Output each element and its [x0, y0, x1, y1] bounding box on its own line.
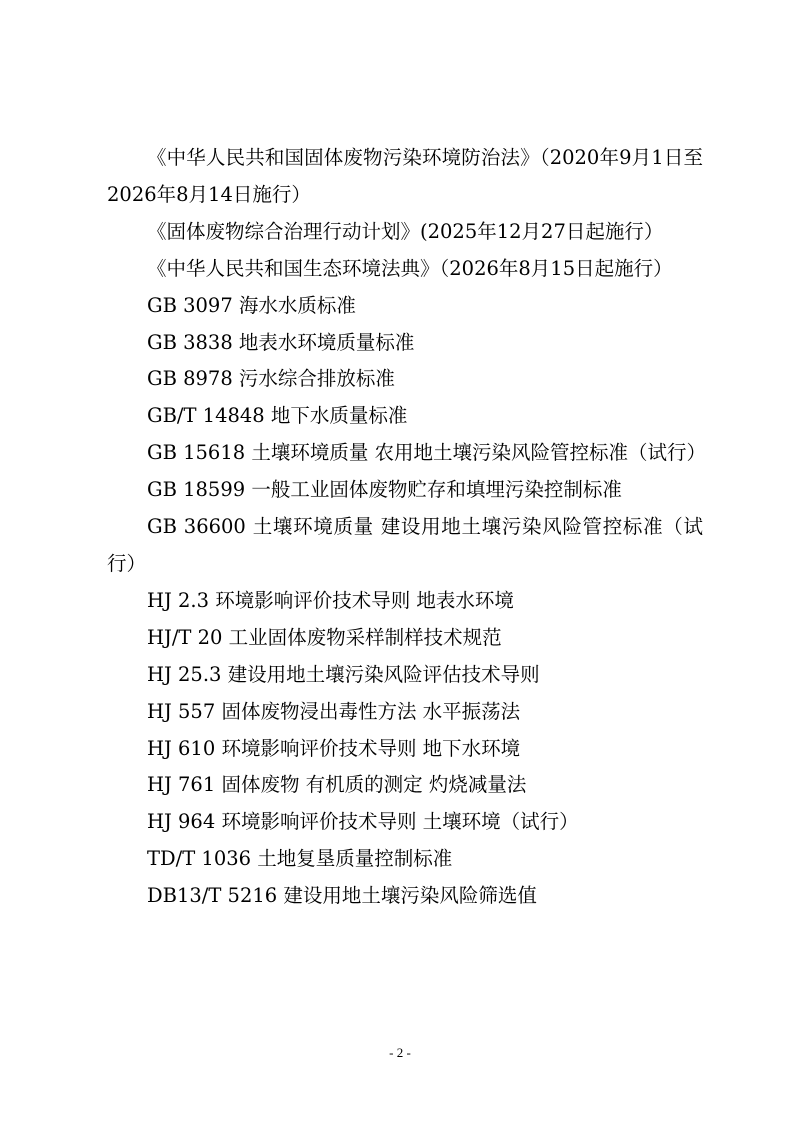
standard-hj-557: HJ 557 固体废物浸出毒性方法 水平振荡法	[147, 699, 521, 723]
standard-gb-18599: GB 18599 一般工业固体废物贮存和填埋污染控制标准	[147, 478, 622, 502]
standard-hj-761: HJ 761 固体废物 有机质的测定 灼烧减量法	[147, 773, 527, 797]
standard-gb-15618: GB 15618 土壤环境质量 农用地土壤污染风险管控标准（试行）	[147, 441, 707, 465]
page-number: - 2 -	[389, 1045, 411, 1060]
standard-hj-610: HJ 610 环境影响评价技术导则 地下水环境	[147, 736, 521, 760]
code-ecological-environment: 《中华人民共和国生态环境法典》（2026年8月15日起施行）	[147, 256, 673, 280]
standard-gbt-14848: GB/T 14848 地下水质量标准	[147, 404, 408, 428]
document-body	[107, 140, 707, 915]
standard-gb-3838: GB 3838 地表水环境质量标准	[147, 330, 415, 354]
standard-hj-25-3: HJ 25.3 建设用地土壤污染风险评估技术导则	[147, 662, 540, 686]
law-solid-waste-prevention: 《中华人民共和国固体废物污染环境防治法》（2020年9月1日至2026年8月14日施行）	[107, 146, 703, 206]
standard-hj-2-3: HJ 2.3 环境影响评价技术导则 地表水环境	[147, 588, 514, 612]
plan-solid-waste-governance: 《固体废物综合治理行动计划》(2025年12月27日起施行）	[147, 219, 664, 243]
standard-gb-8978: GB 8978 污水综合排放标准	[147, 367, 395, 391]
standard-gb-36600: GB 36600 土壤环境质量 建设用地土壤污染风险管控标准（试行）	[107, 515, 703, 575]
standard-tdt-1036: TD/T 1036 土地复垦质量控制标准	[147, 847, 453, 871]
standard-hjt-20: HJ/T 20 工业固体废物采样制样技术规范	[147, 625, 502, 649]
standard-hj-964: HJ 964 环境影响评价技术导则 土壤环境（试行）	[147, 810, 579, 834]
standard-db13t-5216: DB13/T 5216 建设用地土壤污染风险筛选值	[147, 884, 537, 908]
standard-gb-3097: GB 3097 海水水质标准	[147, 293, 356, 317]
